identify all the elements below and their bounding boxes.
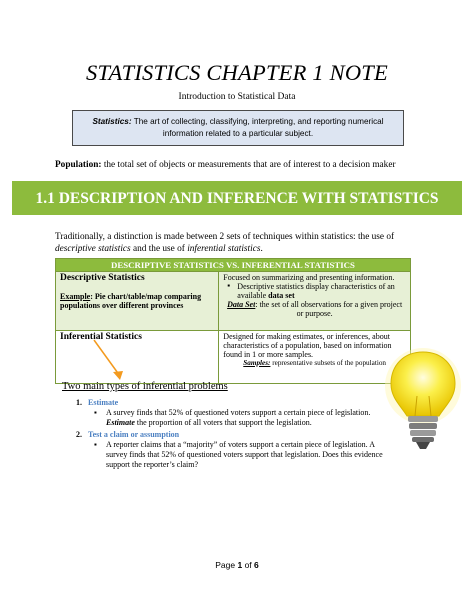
intro-paragraph (55, 231, 435, 255)
inferential-text: Designed for making estimates, or inferences, about characteristics of a population, based on information found in 1 or more samples. (223, 332, 392, 359)
bullet-text: Descriptive statistics display characteristics of an available (237, 282, 395, 300)
inferential-types-heading: Two main types of inferential problems (62, 381, 228, 392)
footer-mid: of (242, 560, 255, 570)
example-label: Example (60, 292, 91, 301)
dataset-definition (223, 300, 406, 318)
dataset-text: : the set of all observations for a given project or purpose. (255, 300, 403, 318)
intro-emphasis: inferential statistics (187, 244, 261, 254)
footer-page: 1 (237, 560, 243, 570)
dataset-label: Data Set (227, 300, 256, 309)
subtitle: Introduction to Statistical Data (178, 92, 296, 102)
definition-text: The art of collecting, classifying, interpreting, and reporting numerical information related to a particular subject. (131, 117, 384, 138)
item-number: 1. (76, 398, 82, 407)
table-cell (56, 272, 219, 331)
samples-definition (223, 359, 406, 367)
table-row (56, 272, 411, 331)
note-text: the proportion of all voters that support the legislation. (134, 418, 312, 427)
intro-part: . (260, 244, 263, 254)
bullet-bold: data set (268, 291, 295, 300)
descriptive-bullet (223, 282, 406, 300)
light-bulb-icon (383, 346, 463, 466)
population-text: the total set of objects or measurements that are of interest to a decision maker (101, 160, 396, 170)
footer-prefix: Page (215, 560, 238, 570)
item-heading: Test a claim or assumption (88, 430, 180, 439)
samples-text: representative subsets of the population (270, 359, 387, 367)
intro-emphasis: descriptive statistics (55, 244, 131, 254)
item-bullet: ▪ A survey finds that 52% of questioned voters support a certain piece of legislation. (76, 408, 386, 418)
item-note (76, 418, 386, 428)
samples-label: Samples: (243, 359, 271, 367)
table-cell (219, 331, 411, 384)
list-item (76, 398, 386, 428)
page-footer (0, 560, 474, 570)
definition-term: Statistics: (92, 117, 132, 126)
descriptive-title: Descriptive Statistics (60, 273, 145, 283)
page-title: STATISTICS CHAPTER 1 NOTE (86, 60, 388, 85)
intro-part: Traditionally, a distinction is made between 2 sets of techniques within statistics: the use of (55, 232, 395, 242)
inferential-title: Inferential Statistics (60, 332, 142, 342)
table-cell (56, 331, 219, 384)
item-bullet: ▪ A reporter claims that a “majority” of voters support a certain piece of legislation. A survey finds that 52% of questioned voters support that legislation. Does this evidence support the reporter’s claim? (76, 440, 386, 470)
definition-box (72, 110, 404, 146)
table-header: DESCRIPTIVE STATISTICS VS. INFERENTIAL STATISTICS (56, 259, 411, 272)
section-heading: 1.1 DESCRIPTION AND INFERENCE WITH STATISTICS (12, 181, 462, 215)
note-label: Estimate (106, 418, 135, 427)
footer-total: 6 (254, 560, 259, 570)
list-item (76, 430, 386, 470)
example-text: : Pie chart/table/map comparing populations over different provinces (60, 292, 202, 310)
item-number: 2. (76, 430, 82, 439)
arrow-icon (90, 336, 130, 384)
item-heading: Estimate (88, 398, 119, 407)
inferential-problems-list (76, 398, 386, 472)
population-term: Population: (55, 160, 102, 170)
population-definition (55, 160, 396, 170)
descriptive-example (60, 292, 214, 310)
descriptive-focus: Focused on summarizing and presenting information. (223, 273, 395, 282)
table-cell (219, 272, 411, 331)
intro-part: and the use of (130, 244, 188, 254)
